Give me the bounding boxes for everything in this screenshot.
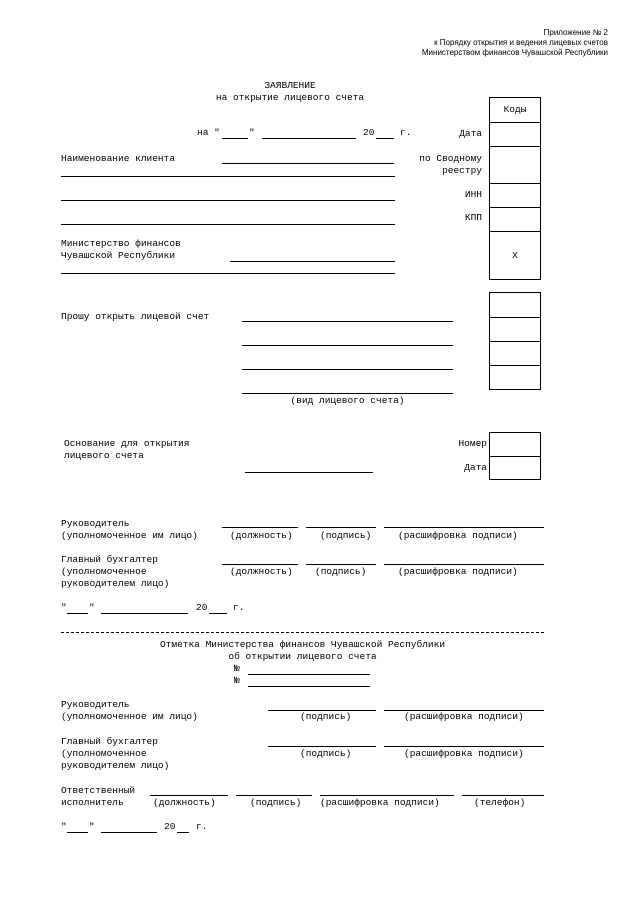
head-decoding-field[interactable]	[384, 527, 544, 528]
label-svodny-2: реестру	[442, 165, 482, 176]
chief-decoding-field[interactable]	[384, 564, 544, 565]
date1-year-prefix: 20	[196, 602, 208, 613]
document-subtitle: на открытие лицевого счета	[215, 92, 365, 103]
client-name-line-2[interactable]	[61, 176, 395, 177]
head-label-2: (уполномоченное им лицо)	[61, 530, 198, 541]
date1-month-field[interactable]	[101, 613, 188, 614]
date-prefix: на "	[197, 127, 220, 138]
resp-signature-caption: (подпись)	[250, 797, 302, 808]
chief2-decoding-caption: (расшифровка подписи)	[404, 748, 524, 759]
basis-line-1: Основание для открытия	[64, 438, 190, 449]
appendix-line-3: Министерством финансов Чувашской Республики	[421, 48, 608, 57]
basis-number-label: Номер	[458, 438, 487, 449]
resp-decoding-caption: (расшифровка подписи)	[320, 797, 440, 808]
resp-position-field[interactable]	[150, 795, 228, 796]
head2-signature-caption: (подпись)	[300, 711, 352, 722]
resp-signature-field[interactable]	[236, 795, 312, 796]
head-label-1: Руководитель	[61, 518, 130, 529]
chief2-signature-field[interactable]	[268, 746, 376, 747]
ministry-mark-line-1: Отметка Министерства финансов Чувашской Республики	[159, 639, 446, 650]
client-name-field[interactable]	[222, 163, 394, 164]
resp-position-caption: (должность)	[153, 797, 216, 808]
codes-header: Коды	[503, 104, 527, 115]
date2-month-field[interactable]	[101, 832, 157, 833]
account-type-line-2[interactable]	[242, 345, 453, 346]
chief-label-2: (уполномоченное	[61, 566, 147, 577]
account-codes-table	[489, 292, 541, 390]
ministry-mark-no2: №	[234, 675, 240, 686]
date-year-suffix: г.	[400, 127, 412, 138]
basis-date-label: Дата	[464, 462, 487, 473]
request-label: Прошу открыть лицевой счет	[61, 311, 210, 322]
ministry-line-1: Министерство финансов	[61, 238, 181, 249]
resp-label-1: Ответственный	[61, 785, 136, 796]
label-kpp: КПП	[464, 212, 482, 223]
head-position-field[interactable]	[222, 527, 298, 528]
label-date: Дата	[459, 128, 482, 139]
chief-position-field[interactable]	[222, 564, 298, 565]
resp-phone-field[interactable]	[462, 795, 544, 796]
account-type-line-3[interactable]	[242, 369, 453, 370]
date1-year-field[interactable]	[209, 613, 227, 614]
date2-year-prefix: 20	[164, 821, 176, 832]
head-signature-caption: (подпись)	[320, 530, 372, 541]
chief-decoding-caption: (расшифровка подписи)	[398, 566, 518, 577]
account-type-line-4[interactable]	[242, 393, 453, 394]
chief2-decoding-field[interactable]	[384, 746, 544, 747]
chief2-label-2: (уполномоченное	[61, 748, 147, 759]
chief-position-caption: (должность)	[230, 566, 293, 577]
codes-table	[489, 97, 541, 280]
label-inn: ИНН	[464, 189, 482, 200]
head2-label-1: Руководитель	[61, 699, 130, 710]
document-title: ЗАЯВЛЕНИЕ	[264, 80, 316, 91]
head-signature-field[interactable]	[306, 527, 376, 528]
ministry-mark-no2-field[interactable]	[248, 686, 370, 687]
account-type-caption: (вид лицевого счета)	[290, 395, 405, 406]
chief2-label-1: Главный бухгалтер	[61, 736, 158, 747]
date-year-field[interactable]	[376, 138, 394, 139]
ministry-line-2: Чувашской Республики	[61, 250, 176, 261]
basis-codes-table	[489, 432, 541, 480]
basis-line-2: лицевого счета	[64, 450, 144, 461]
head-position-caption: (должность)	[230, 530, 293, 541]
head2-label-2: (уполномоченное им лицо)	[61, 711, 198, 722]
date-day-field[interactable]	[222, 138, 248, 139]
client-name-line-3[interactable]	[61, 200, 395, 201]
ministry-field[interactable]	[230, 261, 395, 262]
ministry-line-3[interactable]	[61, 273, 395, 274]
section-separator	[61, 632, 544, 633]
ministry-mark-no1: №	[234, 663, 240, 674]
date1-day-field[interactable]	[67, 613, 88, 614]
date2-year-field[interactable]	[177, 832, 189, 833]
date2-year-suffix: г.	[196, 821, 208, 832]
appendix-line-2: к Порядку открытия и ведения лицевых счетов	[434, 38, 608, 47]
chief-label-3: руководителем лицо)	[61, 578, 170, 589]
date1-quote: "	[61, 602, 67, 613]
chief-signature-caption: (подпись)	[315, 566, 367, 577]
chief-signature-field[interactable]	[306, 564, 376, 565]
ministry-mark-line-2: об открытии лицевого счета	[228, 651, 377, 662]
basis-field[interactable]	[245, 472, 373, 473]
chief-label-1: Главный бухгалтер	[61, 554, 158, 565]
date1-year-suffix: г.	[233, 602, 245, 613]
label-svodny-1: по Сводному	[419, 153, 482, 164]
resp-phone-caption: (телефон)	[474, 797, 526, 808]
ministry-mark-no1-field[interactable]	[248, 674, 370, 675]
account-type-line-1[interactable]	[242, 321, 453, 322]
date-quote-close: "	[249, 127, 255, 138]
date-year-prefix: 20	[363, 127, 375, 138]
client-name-label: Наименование клиента	[61, 153, 176, 164]
appendix-line-1: Приложение № 2	[543, 28, 608, 37]
resp-decoding-field[interactable]	[320, 795, 454, 796]
head-decoding-caption: (расшифровка подписи)	[398, 530, 518, 541]
resp-label-2: исполнитель	[61, 797, 124, 808]
date2-day-field[interactable]	[67, 832, 88, 833]
date2-quote-close: "	[89, 821, 95, 832]
head2-decoding-caption: (расшифровка подписи)	[404, 711, 524, 722]
date1-quote-close: "	[89, 602, 95, 613]
date2-quote: "	[61, 821, 67, 832]
chief2-label-3: руководителем лицо)	[61, 760, 170, 771]
codes-x-mark: X	[512, 250, 518, 261]
chief2-signature-caption: (подпись)	[300, 748, 352, 759]
client-name-line-4[interactable]	[61, 224, 395, 225]
date-month-field[interactable]	[262, 138, 356, 139]
